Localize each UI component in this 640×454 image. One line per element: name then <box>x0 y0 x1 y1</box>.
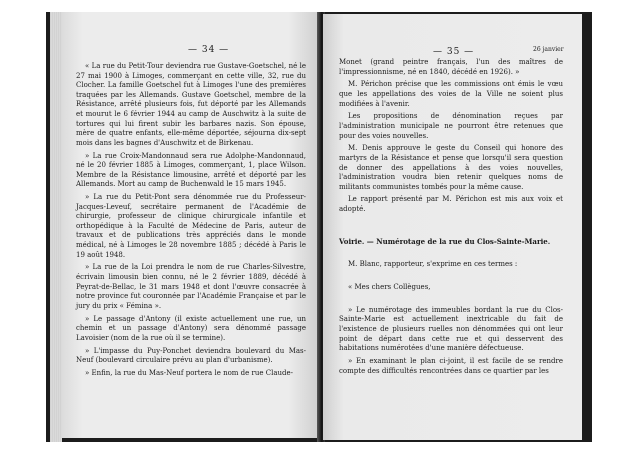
rapporteur-line: M. Blanc, rapporteur, s'exprime en ces termes : <box>348 260 518 269</box>
right-page <box>323 14 582 440</box>
book-spread <box>46 12 592 442</box>
right-page-text <box>339 58 563 379</box>
page-edges <box>50 12 62 442</box>
paragraph: M. Denis approuve le geste du Conseil qui honore des martyrs de la Résistance et pense que lorsqu'il sera question de donner des appellations à des voies nouvelles, l'administration voudra bien retenir quelques noms de militants communistes tombés pour la même cause. <box>339 144 563 191</box>
paragraph: » L'impasse du Puy-Ponchet deviendra boulevard du Mas-Neuf (boulevard circulaire prévu au plan d'urbanisme). <box>76 346 306 365</box>
paragraph: « La rue du Petit-Tour deviendra rue Gustave-Goetschel, né le 27 mai 1900 à Limoges, commerçant en cette ville, 32, rue du Clocher. La famille Goetschel fut à Limoges l'une des premières traquées par les Allemands. Gustave Goetschel, membre de la Résistance, arrêté plusieurs fois, fut déporté par les Allemands et mourut le 6 février 1944 au camp de Auschwitz à la suite de tortures qui lui firent subir les barbares nazis. Son épouse, mère de quatre enfants, elle-même déportée, séjourna dix-sept mois dans les bagnes d'Auschwitz et de Birkenau. <box>76 62 306 147</box>
left-page-text <box>76 62 306 382</box>
paragraph: » La rue du Petit-Pont sera dénommée rue du Professeur-Jacques-Leveuf, secrétaire permanent de l'Académie de chirurgie, professeur de clinique chirurgicale infantile et orthopédique à la Faculté de Médecine de Paris, auteur de travaux et de publications très appréciés dans le monde médical, né à Limoges le 28 novembre 1885 ; décédé à Paris le 19 août 1948. <box>76 193 306 259</box>
paragraph: Le rapport présenté par M. Périchon est mis aux voix et adopté. <box>339 195 563 214</box>
paragraph: » En examinant le plan ci-joint, il est facile de se rendre compte des difficultés rencontrées dans ce quartier par les <box>339 356 563 375</box>
paragraph: Monet (grand peintre français, l'un des maîtres de l'impressionnisme, né en 1840, décédé en 1926). » <box>339 58 563 76</box>
paragraph: » Le numérotage des immeubles bordant la rue du Clos-Sainte-Marie est actuellement inextricable du fait de l'existence de plusieurs ruelles non dénommées qui ont leur point de départ dans cette rue et qui desservent des habitations numérotées d'une manière défectueuse. <box>339 305 563 353</box>
paragraph: Les propositions de dénomination reçues par l'administration municipale ne pourront être retenues que pour des voies nouvelles. <box>339 112 563 140</box>
left-page <box>62 12 319 438</box>
paragraph: » La rue de la Loi prendra le nom de rue Charles-Silvestre, écrivain limousin bien connu, né le 2 février 1889, décédé à Peyrat-de-Bellac, le 31 mars 1948 et dont l'œuvre consacrée à notre province fut couronnée par l'Académie Française et par le jury du prix « Fémina ». <box>76 263 306 310</box>
paragraph: » Le passage d'Antony (il existe actuellement une rue, un chemin et un passage d'Antony) sera dénommé passage Lavoisier (nom de la rue où il se termine). <box>76 314 306 342</box>
left-page-number: — 34 — <box>188 45 230 55</box>
paragraph: » Enfin, la rue du Mas-Neuf portera le nom de rue Claude- <box>85 368 293 377</box>
salutation: « Mes chers Collègues, <box>348 283 431 292</box>
paragraph: » La rue Croix-Mandonnaud sera rue Adolphe-Mandonnaud, né le 20 février 1885 à Limoges, commerçant, 1, place Wilson. Membre de la Résistance limousine, arrêté et déporté par les Allemands. Mort au camp de Buchenwald le 15 mars 1945. <box>76 151 306 189</box>
section-heading: Voirie. — Numérotage de la rue du Clos-Sainte-Marie. <box>339 236 551 246</box>
paragraph: M. Périchon précise que les commissions ont émis le vœu que les appellations des voies de la Ville ne soient plus modifiées à l'avenir. <box>339 80 563 108</box>
right-page-number: — 35 — <box>433 47 475 57</box>
running-date: 26 janvier <box>533 46 564 53</box>
